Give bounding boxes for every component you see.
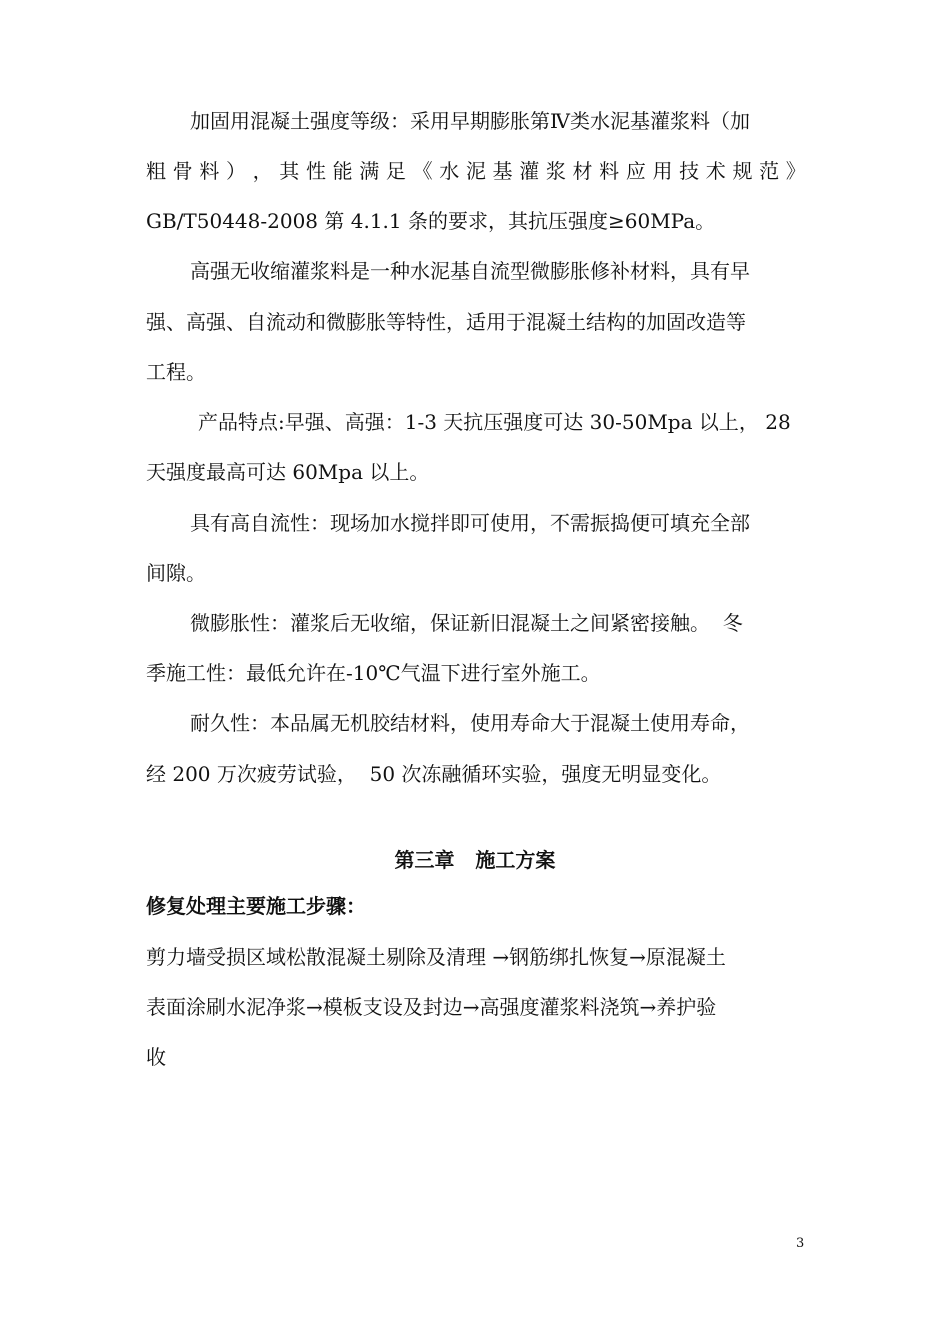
paragraph-2-line-3: 工程。 <box>146 360 206 384</box>
paragraph-1-line-3: GB/T50448-2008 第 4.1.1 条的要求，其抗压强度≥60MPa。 <box>146 209 716 233</box>
glyph: 性 <box>305 159 326 183</box>
glyph: 其 <box>279 159 300 183</box>
paragraph-2-line-1: 高强无收缩灌浆料是一种水泥基自流型微膨胀修补材料，具有早 <box>190 259 750 283</box>
paragraph-4-line-2: 间隙。 <box>146 561 206 585</box>
glyph: 料 <box>199 159 220 183</box>
paragraph-2-line-2: 强、高强、自流动和微膨胀等特性，适用于混凝土结构的加固改造等 <box>146 310 746 334</box>
glyph: ， <box>252 159 273 183</box>
steps-line-2: 表面涂刷水泥净浆→模板支设及封边→高强度灌浆料浇筑→养护验 <box>146 995 717 1019</box>
paragraph-1-line-2 <box>146 158 806 184</box>
page-number: 3 <box>796 1236 805 1251</box>
glyph: 浆 <box>545 159 566 183</box>
paragraph-3-line-2: 天强度最高可达 60Mpa 以上。 <box>146 460 430 484</box>
paragraph-6-line-2: 经 200 万次疲劳试验， 50 次冻融循环实验，强度无明显变化。 <box>146 762 722 786</box>
glyph: 应 <box>625 159 646 183</box>
glyph: 足 <box>385 159 406 183</box>
glyph: 范 <box>759 159 780 183</box>
glyph: 料 <box>599 159 620 183</box>
paragraph-6-line-1: 耐久性：本品属无机胶结材料，使用寿命大于混凝土使用寿命， <box>190 711 750 735</box>
glyph: 泥 <box>465 159 486 183</box>
glyph: 技 <box>679 159 700 183</box>
glyph: 能 <box>332 159 353 183</box>
glyph: 规 <box>732 159 753 183</box>
glyph: 粗 <box>146 159 166 183</box>
paragraph-4-line-1: 具有高自流性：现场加水搅拌即可使用，不需振捣便可填充全部 <box>190 511 750 535</box>
glyph: 术 <box>705 159 726 183</box>
paragraph-5-line-1: 微膨胀性：灌浆后无收缩，保证新旧混凝土之间紧密接触。 冬 <box>190 611 743 635</box>
glyph: 满 <box>359 159 380 183</box>
glyph: 》 <box>785 159 806 183</box>
glyph: 《 <box>412 159 433 183</box>
steps-line-1: 剪力墙受损区域松散混凝土剔除及清理 →钢筋绑扎恢复→原混凝土 <box>146 945 726 969</box>
paragraph-5-line-2: 季施工性：最低允许在-10℃气温下进行室外施工。 <box>146 661 601 685</box>
section-subtitle: 修复处理主要施工步骤： <box>146 894 366 918</box>
paragraph-1-line-1: 加固用混凝土强度等级：采用早期膨胀第Ⅳ类水泥基灌浆料（加 <box>190 109 750 133</box>
glyph: 骨 <box>172 159 193 183</box>
chapter-title: 第三章 施工方案 <box>394 848 556 872</box>
steps-line-3: 收 <box>146 1045 166 1069</box>
glyph: 基 <box>492 159 513 183</box>
glyph: 材 <box>572 159 593 183</box>
glyph: 用 <box>652 159 673 183</box>
glyph: 水 <box>439 159 460 183</box>
glyph: ） <box>225 159 246 183</box>
paragraph-3-line-1: 产品特点:早强、高强：1-3 天抗压强度可达 30-50Mpa 以上， 28 <box>198 410 791 434</box>
glyph: 灌 <box>519 159 540 183</box>
